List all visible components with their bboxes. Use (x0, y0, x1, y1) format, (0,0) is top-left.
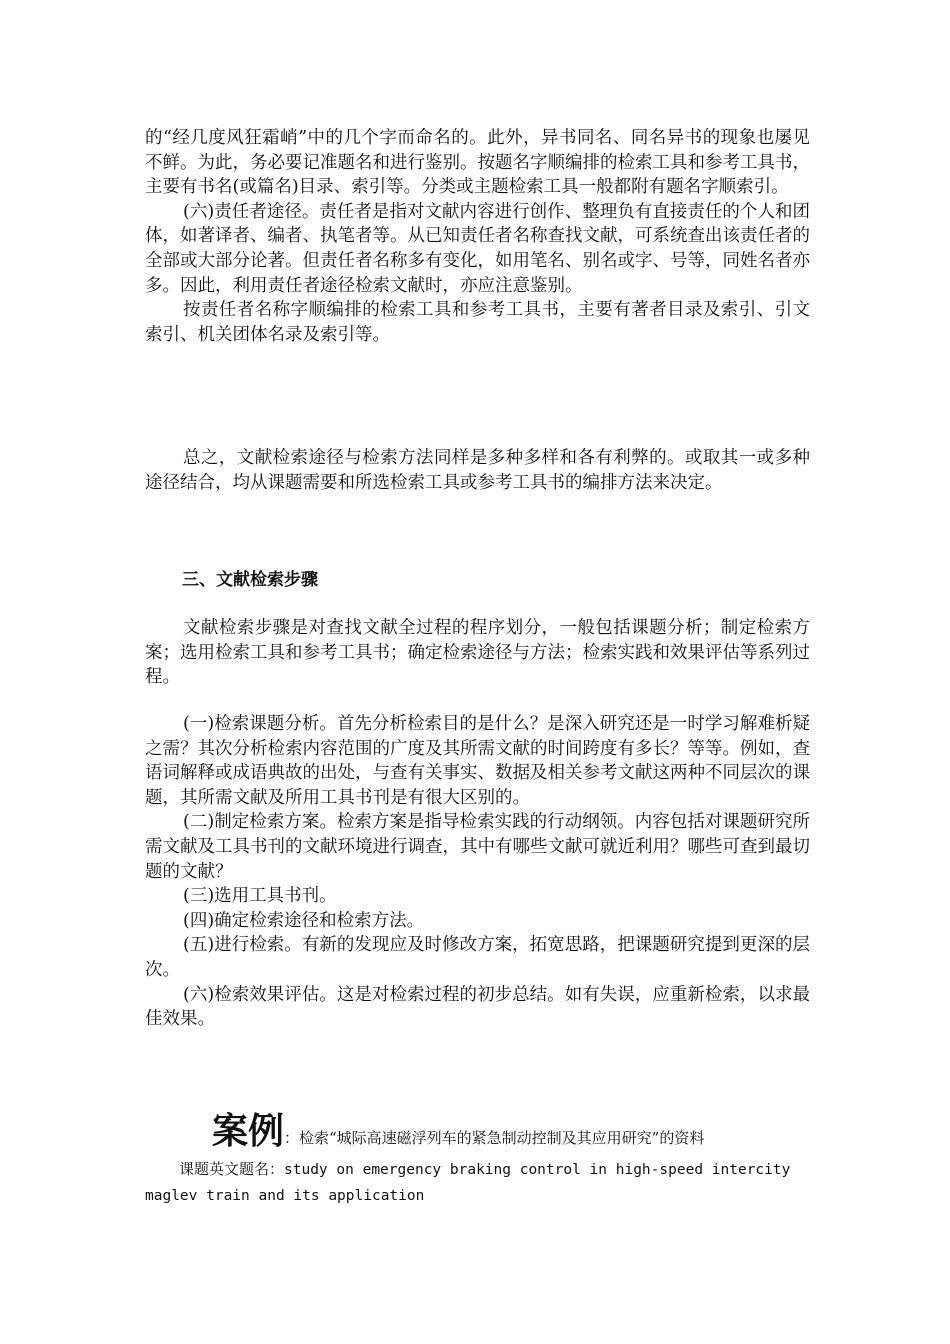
english-title-block (145, 1157, 810, 1209)
paragraph-author-approach: (六)责任者途径。责任者是指对文献内容进行创作、整理负有直接责任的个人和团体，如著译者、编者、执笔者等。从已知责任者名称查找文献，可系统查出该责任者的全部或大部分论著。但责任者名称多有变化，如用笔名、别名或字、号等，同姓名者亦多。因此，利用责任者途径检索文献时，亦应注意鉴别。 (145, 201, 810, 296)
paragraph-steps-intro: 文献检索步骤是对查找文献全过程的程序划分，一般包括课题分析；制定检索方案；选用检索工具和参考工具书；确定检索途径与方法；检索实践和效果评估等系列过程。 (145, 618, 810, 688)
case-title (212, 1112, 832, 1152)
step-item-3: (三)选用工具书刊。 (183, 886, 337, 907)
paragraph-author-tools: 按责任者名称字顺编排的检索工具和参考工具书，主要有著者目录及索引、引文索引、机关团体名录及索引等。 (145, 300, 810, 345)
case-title-large: 案例 (212, 1111, 285, 1152)
step-item-4: (四)确定检索途径和检索方法。 (183, 910, 425, 931)
section3-intro-block (145, 616, 810, 690)
section-heading: 三、文献检索步骤 (182, 570, 318, 590)
english-title-line2: maglev train and its application (145, 1188, 425, 1204)
english-title-line1: study on emergency braking control in high-speed intercity (284, 1162, 791, 1178)
step-item-5: (五)进行检索。有新的发现应及时修改方案，拓宽思路，把课题研究提到更深的层次。 (145, 935, 810, 980)
case-title-subject: ：检索“城际高速磁浮列车的紧急制动控制及其应用研究”的资料 (284, 1129, 705, 1147)
summary-block (145, 446, 810, 495)
step-item-2: (二)制定检索方案。检索方案是指导检索实践的行动纲领。内容包括对课题研究所需文献及工具书刊的文献环境进行调查，其中有哪些文献可就近利用？哪些可查到最切题的文献？ (145, 812, 810, 882)
steps-list (145, 712, 810, 1032)
step-item-1: (一)检索课题分析。首先分析检索目的是什么？是深入研究还是一时学习解难析疑之需？其次分析检索内容范围的广度及其所需文献的时间跨度有多长？等等。例如，查语词解释或成语典故的出处，与查有关事实、数据及相关参考文献这两种不同层次的课题，其所需文献及所用工具书刊是有很大区别的。 (145, 714, 810, 808)
english-title-label: 课题英文题名： (179, 1160, 285, 1178)
step-item-6: (六)检索效果评估。这是对检索过程的初步总结。如有失误，应重新检索，以求最佳效果。 (145, 984, 810, 1030)
paragraph-title-approach-end: 的“经几度风狂霜峭”中的几个字而命名的。此外，异书同名、同名异书的现象也屡见不鲜。为此，务必要记准题名和进行鉴别。按题名字顺编排的检索工具和参考工具书，主要有书名(或篇名)目录、索引等。分类或主题检索工具一般都附有题名字顺索引。 (145, 128, 810, 198)
section-a (145, 126, 810, 347)
paragraph-summary: 总之，文献检索途径与检索方法同样是多种多样和各有利弊的。或取其一或多种途径结合，均从课题需要和所选检索工具或参考工具书的编排方法来决定。 (145, 448, 810, 493)
